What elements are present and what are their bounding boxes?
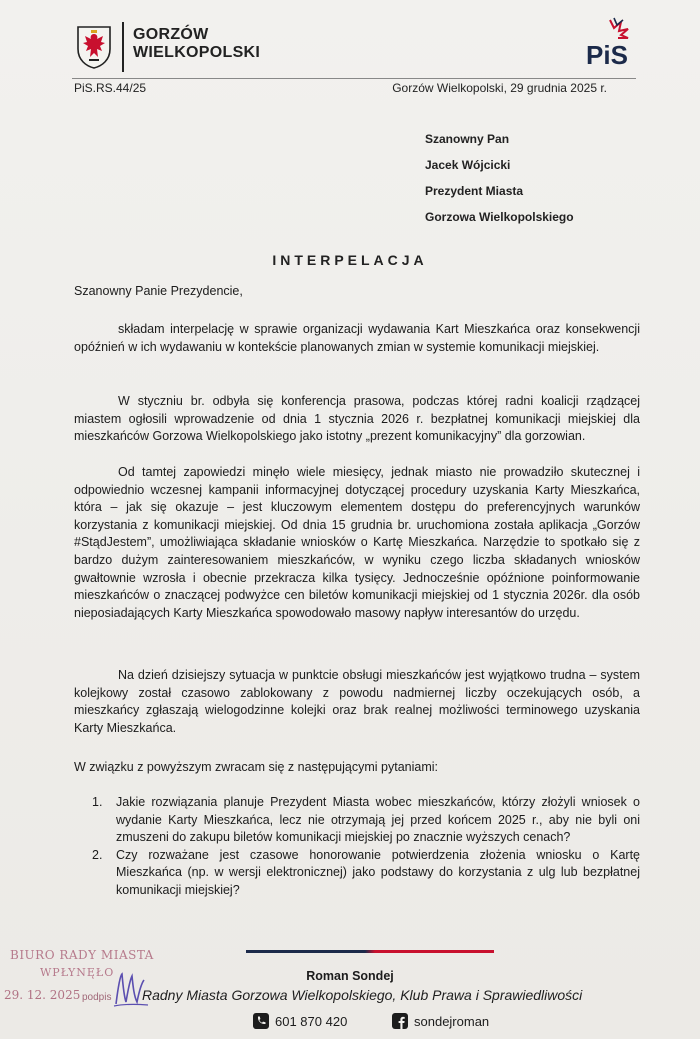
contact-facebook bbox=[392, 1013, 489, 1029]
facebook-icon bbox=[392, 1013, 408, 1029]
phone-icon bbox=[253, 1013, 269, 1029]
city-name bbox=[133, 26, 260, 62]
place-date: Gorzów Wielkopolski, 29 grudnia 2025 r. bbox=[392, 81, 607, 95]
question-text: Czy rozważane jest czasowe honorowanie potwierdzenia złożenia wniosku o Kartę Mieszkańca (np. w wersji elektronicznej) jako podstawy do korzystania z ulg lub bezpłatnej komunikacji miejskiej? bbox=[116, 847, 640, 897]
party-logo bbox=[584, 14, 636, 70]
phone-number: 601 870 420 bbox=[275, 1013, 348, 1029]
stamp-office: BIURO RADY MIASTA bbox=[10, 948, 154, 962]
signatory-role: Radny Miasta Gorzowa Wielkopolskiego, Klub Prawa i Sprawiedliwości bbox=[142, 987, 583, 1003]
addressee-line: Gorzowa Wielkopolskiego bbox=[425, 210, 574, 224]
document-title: INTERPELACJA bbox=[272, 252, 428, 268]
question-text: Jakie rozwiązania planuje Prezydent Miasta wobec mieszkańców, którzy złożyli wniosek o wydanie Karty Mieszkańca, lecz nie otrzymają jej przed końcem 2025 r., aby nie byli oni zmuszeni do zakupu biletów komunikacji miejskiej po znacznie wyższych cenach? bbox=[116, 795, 640, 845]
stamp-date: 29. 12. 2025 bbox=[4, 988, 81, 1002]
question-item bbox=[74, 794, 640, 847]
city-line-2: WIELKOPOLSKI bbox=[133, 44, 261, 61]
party-logo-text: PiS bbox=[586, 40, 628, 70]
paragraph-text: Na dzień dzisiejszy sytuacja w punktcie obsługi mieszkańców jest wyjątkowo trudna – system kolejkowy został czasowo zablokowany z powodu nadmiernej liczby oczekujących osób, a mieszkańcy zgłaszają wielogodzinne kolejki oraz brak realnej możliwości terminowego uzyskania Karty Mieszkańca. bbox=[74, 668, 640, 735]
facebook-handle: sondejroman bbox=[414, 1013, 490, 1029]
stamp-received: WPŁYNĘŁO bbox=[40, 966, 115, 979]
header-divider bbox=[122, 22, 124, 72]
paragraph-text: W styczniu br. odbyła się konferencja prasowa, podczas której radni koalicji rządzącej miastem ogłosili wprowadzenie od dnia 1 stycznia 2026 r. bezpłatnej komunikacji miejskiej dla mieszkańców Gorzowa Wielkopolskiego jako istotny „prezent komunikacyjny” dla gorzowian. bbox=[74, 394, 640, 444]
paragraph-1 bbox=[74, 321, 640, 356]
salutation: Szanowny Panie Prezydencie, bbox=[74, 284, 243, 298]
questions-list bbox=[74, 794, 640, 900]
paragraph-text: Od tamtej zapowiedzi minęło wiele miesięcy, jednak miasto nie prowadziło skutecznej i odpowiednio wczesnej kampanii informacyjnej dotyczącej procedury uzyskania Karty Mieszkańca, która – jak się okazuje – jest kluczowym elementem dostępu do preferencyjnych warunków korzystania z komunikacji miejskiej. Od dnia 15 grudnia br. uruchomiona została aplikacja „Gorzów #StądJestem”, umożliwiająca składanie wniosków o Kartę Mieszkańca. Narzędzie to spotkało się z bardzo dużym zainteresowaniem mieszkańców, w wyniku czego liczba składanych wniosków gwałtownie wzrosła i obecnie przekracza kilka tysięcy. Jednocześnie opóźnione poinformowanie mieszkańców o znaczącej podwyżce cen biletów komunikacji miejskiej od 1 stycznia 2026r. dla osób nieposiadających Karty Mieszkańca spowodowało masowy napływ interesantów do urzędu. bbox=[74, 465, 640, 620]
signature-accent-line bbox=[246, 950, 494, 953]
addressee-block bbox=[425, 126, 574, 230]
paragraph-3 bbox=[74, 464, 640, 622]
paragraph-4 bbox=[74, 667, 640, 737]
header-rule bbox=[72, 78, 636, 79]
questions-intro-text: W związku z powyższym zwracam się z następującymi pytaniami: bbox=[74, 760, 438, 774]
stamp-signature-label: podpis bbox=[82, 992, 112, 1003]
addressee-line: Szanowny Pan bbox=[425, 132, 510, 146]
paragraph-2 bbox=[74, 393, 640, 446]
city-crest-icon bbox=[76, 25, 112, 69]
paragraph-text: składam interpelację w sprawie organizacji wydawania Kart Mieszkańca oraz konsekwencji opóźnień w ich wydawaniu w kontekście planowanych zmian w systemie komunikacji miejskiej. bbox=[74, 322, 640, 354]
question-item bbox=[74, 847, 640, 900]
signatory-name: Roman Sondej bbox=[306, 969, 394, 983]
question-number: 1. bbox=[92, 795, 103, 809]
addressee-line: Prezydent Miasta bbox=[425, 184, 524, 198]
city-line-1: GORZÓW bbox=[133, 26, 209, 43]
addressee-line: Jacek Wójcicki bbox=[425, 158, 511, 172]
questions-intro bbox=[74, 759, 640, 777]
reference-number: PiS.RS.44/25 bbox=[74, 81, 147, 95]
contact-phone bbox=[253, 1013, 347, 1029]
question-number: 2. bbox=[92, 847, 103, 862]
